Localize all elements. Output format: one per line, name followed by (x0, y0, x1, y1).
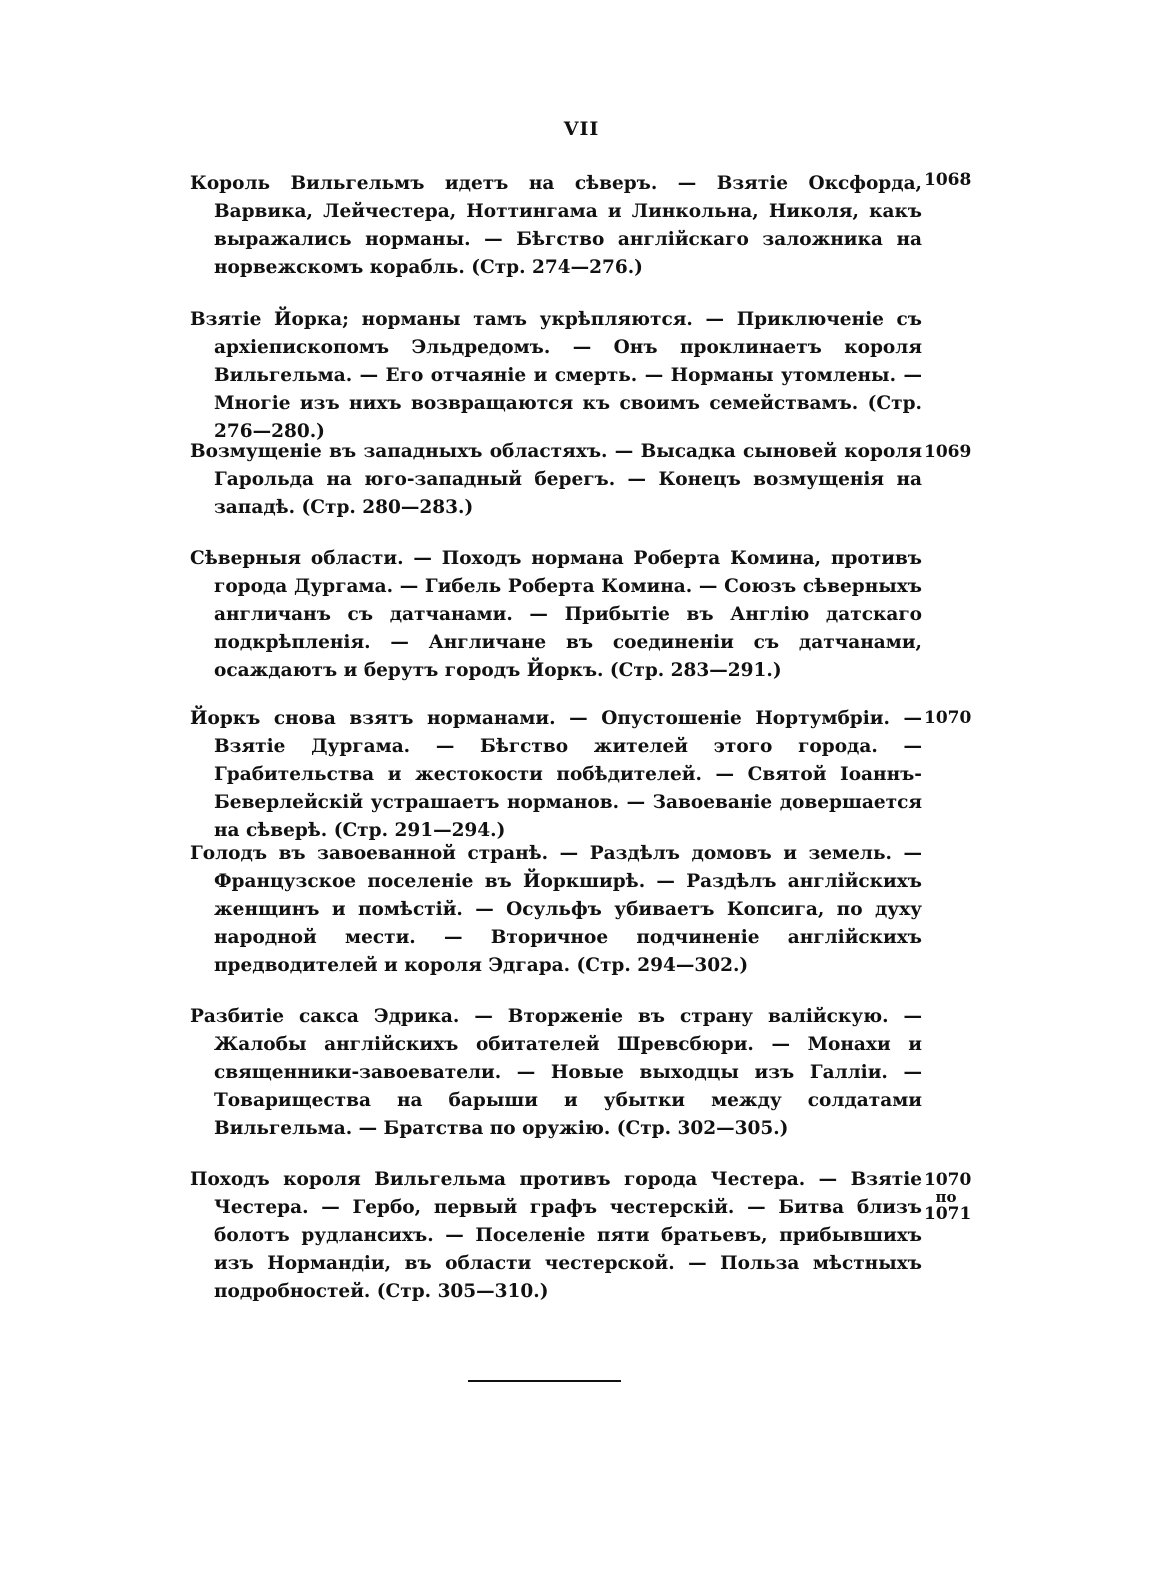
year-separator: по (935, 1188, 957, 1206)
summary-entry (190, 438, 922, 522)
year-marginal: 1068 (924, 170, 972, 190)
page-number: VII (563, 118, 600, 140)
year-marginal: 1070 (924, 708, 972, 728)
summary-entry (190, 1003, 922, 1143)
entry-text: Сѣверныя области. — Походъ нормана Роберта Комина, противъ города Дургама. — Гибель Роберта Комина. — Союзъ сѣверныхъ англичанъ съ датчанами. — Прибытіе въ Англію датскаго подкрѣпленія. — Англичане въ соединеніи съ датчанами, осаждаютъ и берутъ городъ Йоркъ. (Стр. 283—291.) (190, 548, 922, 681)
year-from: 1070 (924, 1170, 972, 1190)
summary-entry (190, 705, 922, 845)
summary-entry (190, 170, 922, 282)
summary-entry (190, 545, 922, 685)
entry-text: Голодъ въ завоеванной странѣ. — Раздѣлъ домовъ и земель. — Французское поселеніе въ Йоркширѣ. — Раздѣлъ англійскихъ женщинъ и помѣстій. — Осульфъ убиваетъ Копсига, по духу народной мести. — Вторичное подчиненіе англійскихъ предводителей и короля Эдгара. (Стр. 294—302.) (190, 843, 922, 976)
year-to: 1071 (924, 1204, 972, 1224)
summary-entry (190, 840, 922, 980)
entry-text: Йоркъ снова взятъ норманами. — Опустошеніе Нортумбріи. — Взятіе Дургама. — Бѣгство жителей этого города. — Грабительства и жестокости побѣдителей. — Святой Іоаннъ-Беверлейскій устрашаетъ норманов. — Завоеваніе довершается на сѣверѣ. (Стр. 291—294.) (190, 708, 922, 841)
year-marginal: 1069 (924, 442, 972, 462)
summary-entry (190, 1166, 922, 1306)
summary-entry (190, 306, 922, 446)
entry-text: Возмущеніе въ западныхъ областяхъ. — Высадка сыновей короля Гарольда на юго-западный берегъ. — Конецъ возмущенія на западѣ. (Стр. 280—283.) (190, 441, 922, 518)
entry-text: Король Вильгельмъ идетъ на сѣверъ. — Взятіе Оксфорда, Варвика, Лейчестера, Ноттингама и Линкольна, Николя, какъ выражались норманы. — Бѣгство англійскаго заложника на норвежскомъ корабль. (Стр. 274—276.) (190, 173, 922, 278)
entry-text: Взятіе Йорка; норманы тамъ укрѣпляются. — Приключеніе съ архіепископомъ Эльдредомъ. — Онъ проклинаетъ короля Вильгельма. — Его отчаяніе и смерть. — Норманы утомлены. — Многіе изъ нихъ возвращаются къ своимъ семействамъ. (Стр. 276—280.) (190, 309, 922, 442)
closing-rule (468, 1380, 621, 1382)
year-range-marginal (924, 1170, 972, 1224)
entry-text: Походъ короля Вильгельма противъ города Честера. — Взятіе Честера. — Гербо, первый графъ честерскій. — Битва близъ болотъ рудлансихъ. — Поселеніе пяти братьевъ, прибывшихъ изъ Нормандіи, въ области честерской. — Польза мѣстныхъ подробностей. (Стр. 305—310.) (190, 1169, 922, 1302)
entry-text: Разбитіе сакса Эдрика. — Вторженіе въ страну валійскую. — Жалобы англійскихъ обитателей Шревсбюри. — Монахи и священники-завоеватели. — Новые выходцы изъ Галліи. — Товарищества на барыши и убытки между солдатами Вильгельма. — Братства по оружію. (Стр. 302—305.) (190, 1006, 922, 1139)
